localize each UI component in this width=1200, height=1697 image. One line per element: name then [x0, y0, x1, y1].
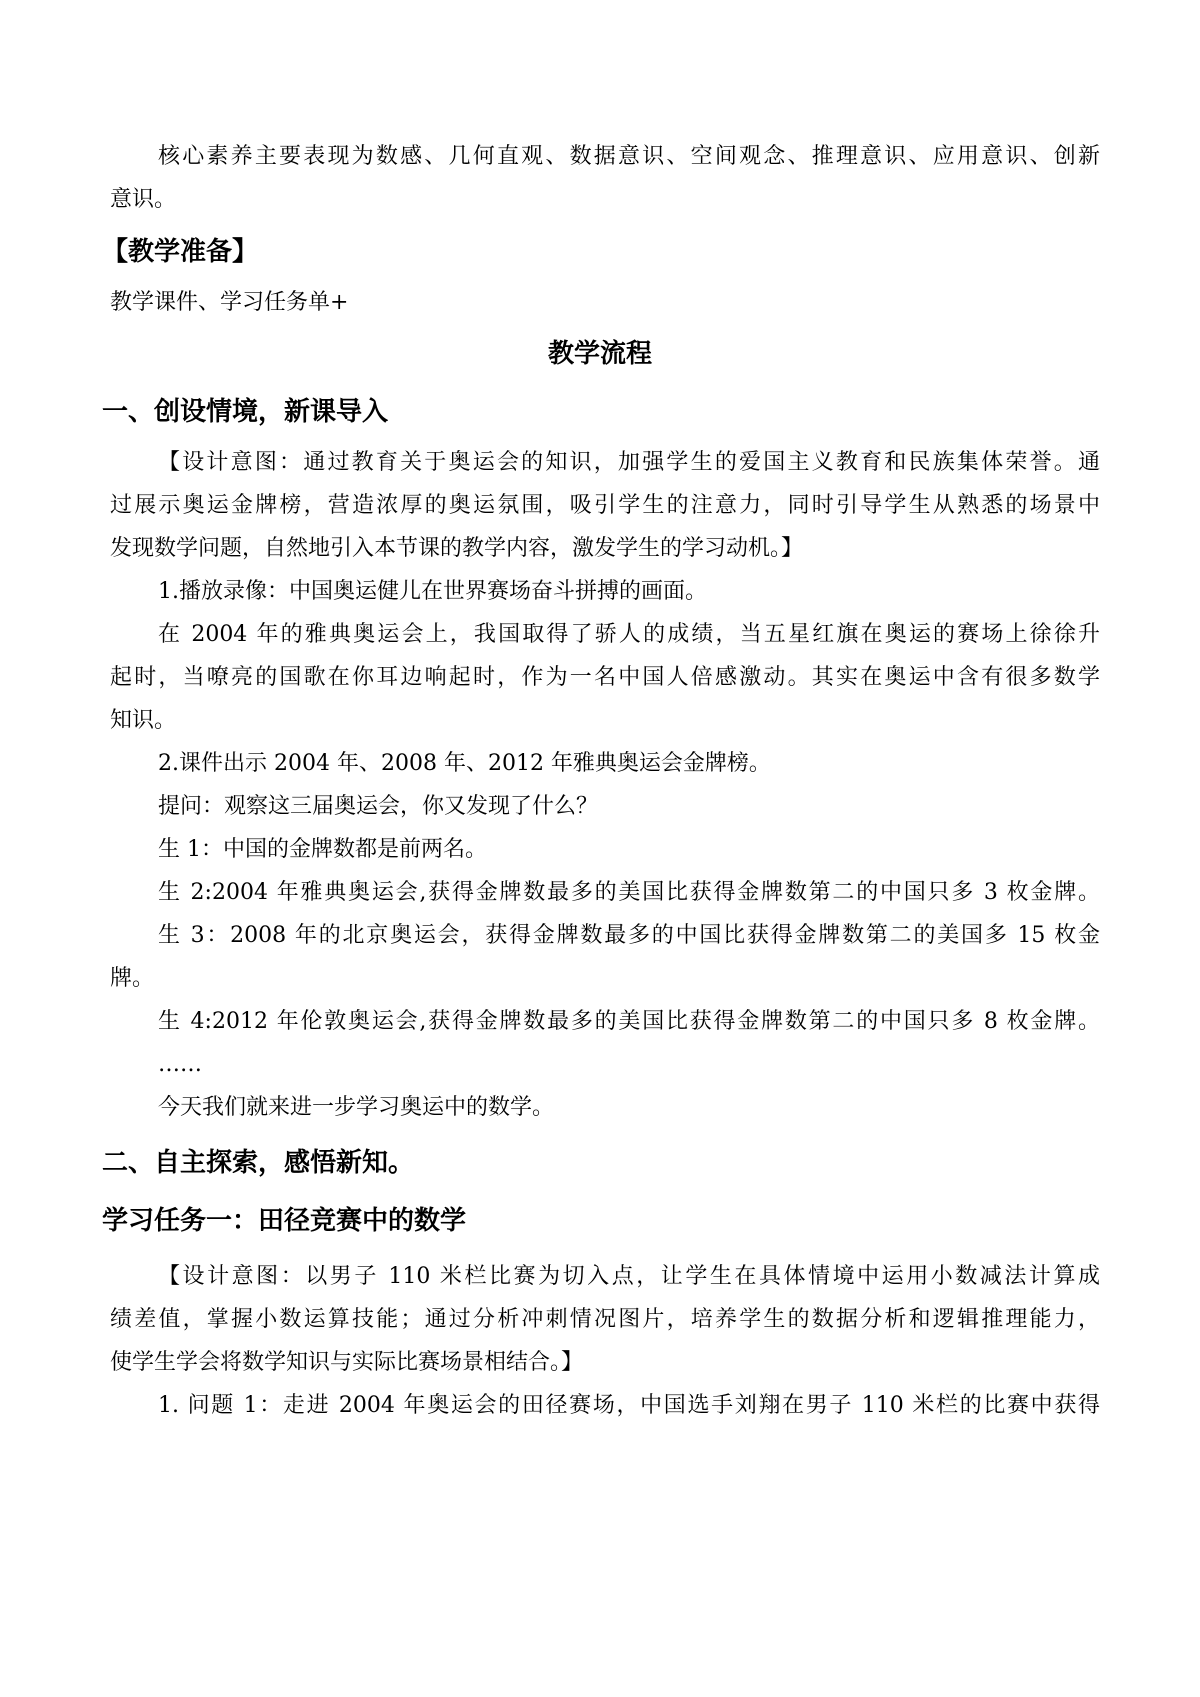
prep-text: 教学课件、学习任务单+	[110, 290, 349, 315]
student-answer-4: 生 4:2012 年伦敦奥运会,获得金牌数最多的美国比获得金牌数第二的中国只多 8 枚金牌。	[158, 1009, 1100, 1034]
section1-closing: 今天我们就来进一步学习奥运中的数学。	[158, 1095, 555, 1120]
section2-design-intent-line-3: 使学生学会将数学知识与实际比赛场景相结合。】	[110, 1350, 584, 1375]
task1-heading: 学习任务一：田径竞赛中的数学	[102, 1206, 467, 1236]
section1-design-intent-line-2: 过展示奥运金牌榜，营造浓厚的奥运氛围，吸引学生的注意力，同时引导学生从熟悉的场景中	[110, 493, 1100, 518]
section2-design-intent-line-1: 【设计意图：以男子 110 米栏比赛为切入点，让学生在具体情境中运用小数减法计算成	[158, 1264, 1100, 1289]
section2-heading: 二、自主探索，感悟新知。	[102, 1148, 415, 1178]
flow-title: 教学流程	[547, 339, 652, 369]
ellipsis: ……	[158, 1052, 202, 1077]
section1-para-line-3: 知识。	[110, 708, 177, 733]
section1-para-line-2: 起时，当嘹亮的国歌在你耳边响起时，作为一名中国人倍感激动。其实在奥运中含有很多数学	[110, 665, 1100, 690]
core-literacy-line-2: 意识。	[110, 187, 177, 212]
section2-design-intent-line-2: 绩差值，掌握小数运算技能；通过分析冲刺情况图片，培养学生的数据分析和逻辑推理能力，	[110, 1307, 1100, 1332]
student-answer-1: 生 1：中国的金牌数都是前两名。	[158, 837, 487, 862]
problem-1: 1. 问题 1：走进 2004 年奥运会的田径赛场，中国选手刘翔在男子 110 米栏的比赛中获得	[158, 1393, 1100, 1418]
student-answer-3-line-1: 生 3：2008 年的北京奥运会，获得金牌数最多的中国比获得金牌数第二的美国多 15 枚金	[158, 923, 1100, 948]
section1-step-1: 1.播放录像：中国奥运健儿在世界赛场奋斗拼搏的画面。	[158, 579, 707, 604]
student-answer-3-line-2: 牌。	[110, 966, 155, 991]
section1-heading: 一、创设情境，新课导入	[102, 397, 389, 427]
section1-para-line-1: 在 2004 年的雅典奥运会上，我国取得了骄人的成绩，当五星红旗在奥运的赛场上徐徐升	[158, 622, 1100, 647]
section1-question: 提问：观察这三届奥运会，你又发现了什么？	[158, 794, 599, 819]
core-literacy-line-1: 核心素养主要表现为数感、几何直观、数据意识、空间观念、推理意识、应用意识、创新	[158, 144, 1100, 169]
prep-heading: 【教学准备】	[102, 237, 259, 267]
student-answer-2: 生 2:2004 年雅典奥运会,获得金牌数最多的美国比获得金牌数第二的中国只多 3 枚金牌。	[158, 880, 1100, 905]
section1-step-2: 2.课件出示 2004 年、2008 年、2012 年雅典奥运会金牌榜。	[158, 751, 771, 776]
section1-design-intent-line-3: 发现数学问题，自然地引入本节课的教学内容，激发学生的学习动机。】	[110, 536, 804, 561]
section1-design-intent-line-1: 【设计意图：通过教育关于奥运会的知识，加强学生的爱国主义教育和民族集体荣誉。通	[158, 450, 1100, 475]
